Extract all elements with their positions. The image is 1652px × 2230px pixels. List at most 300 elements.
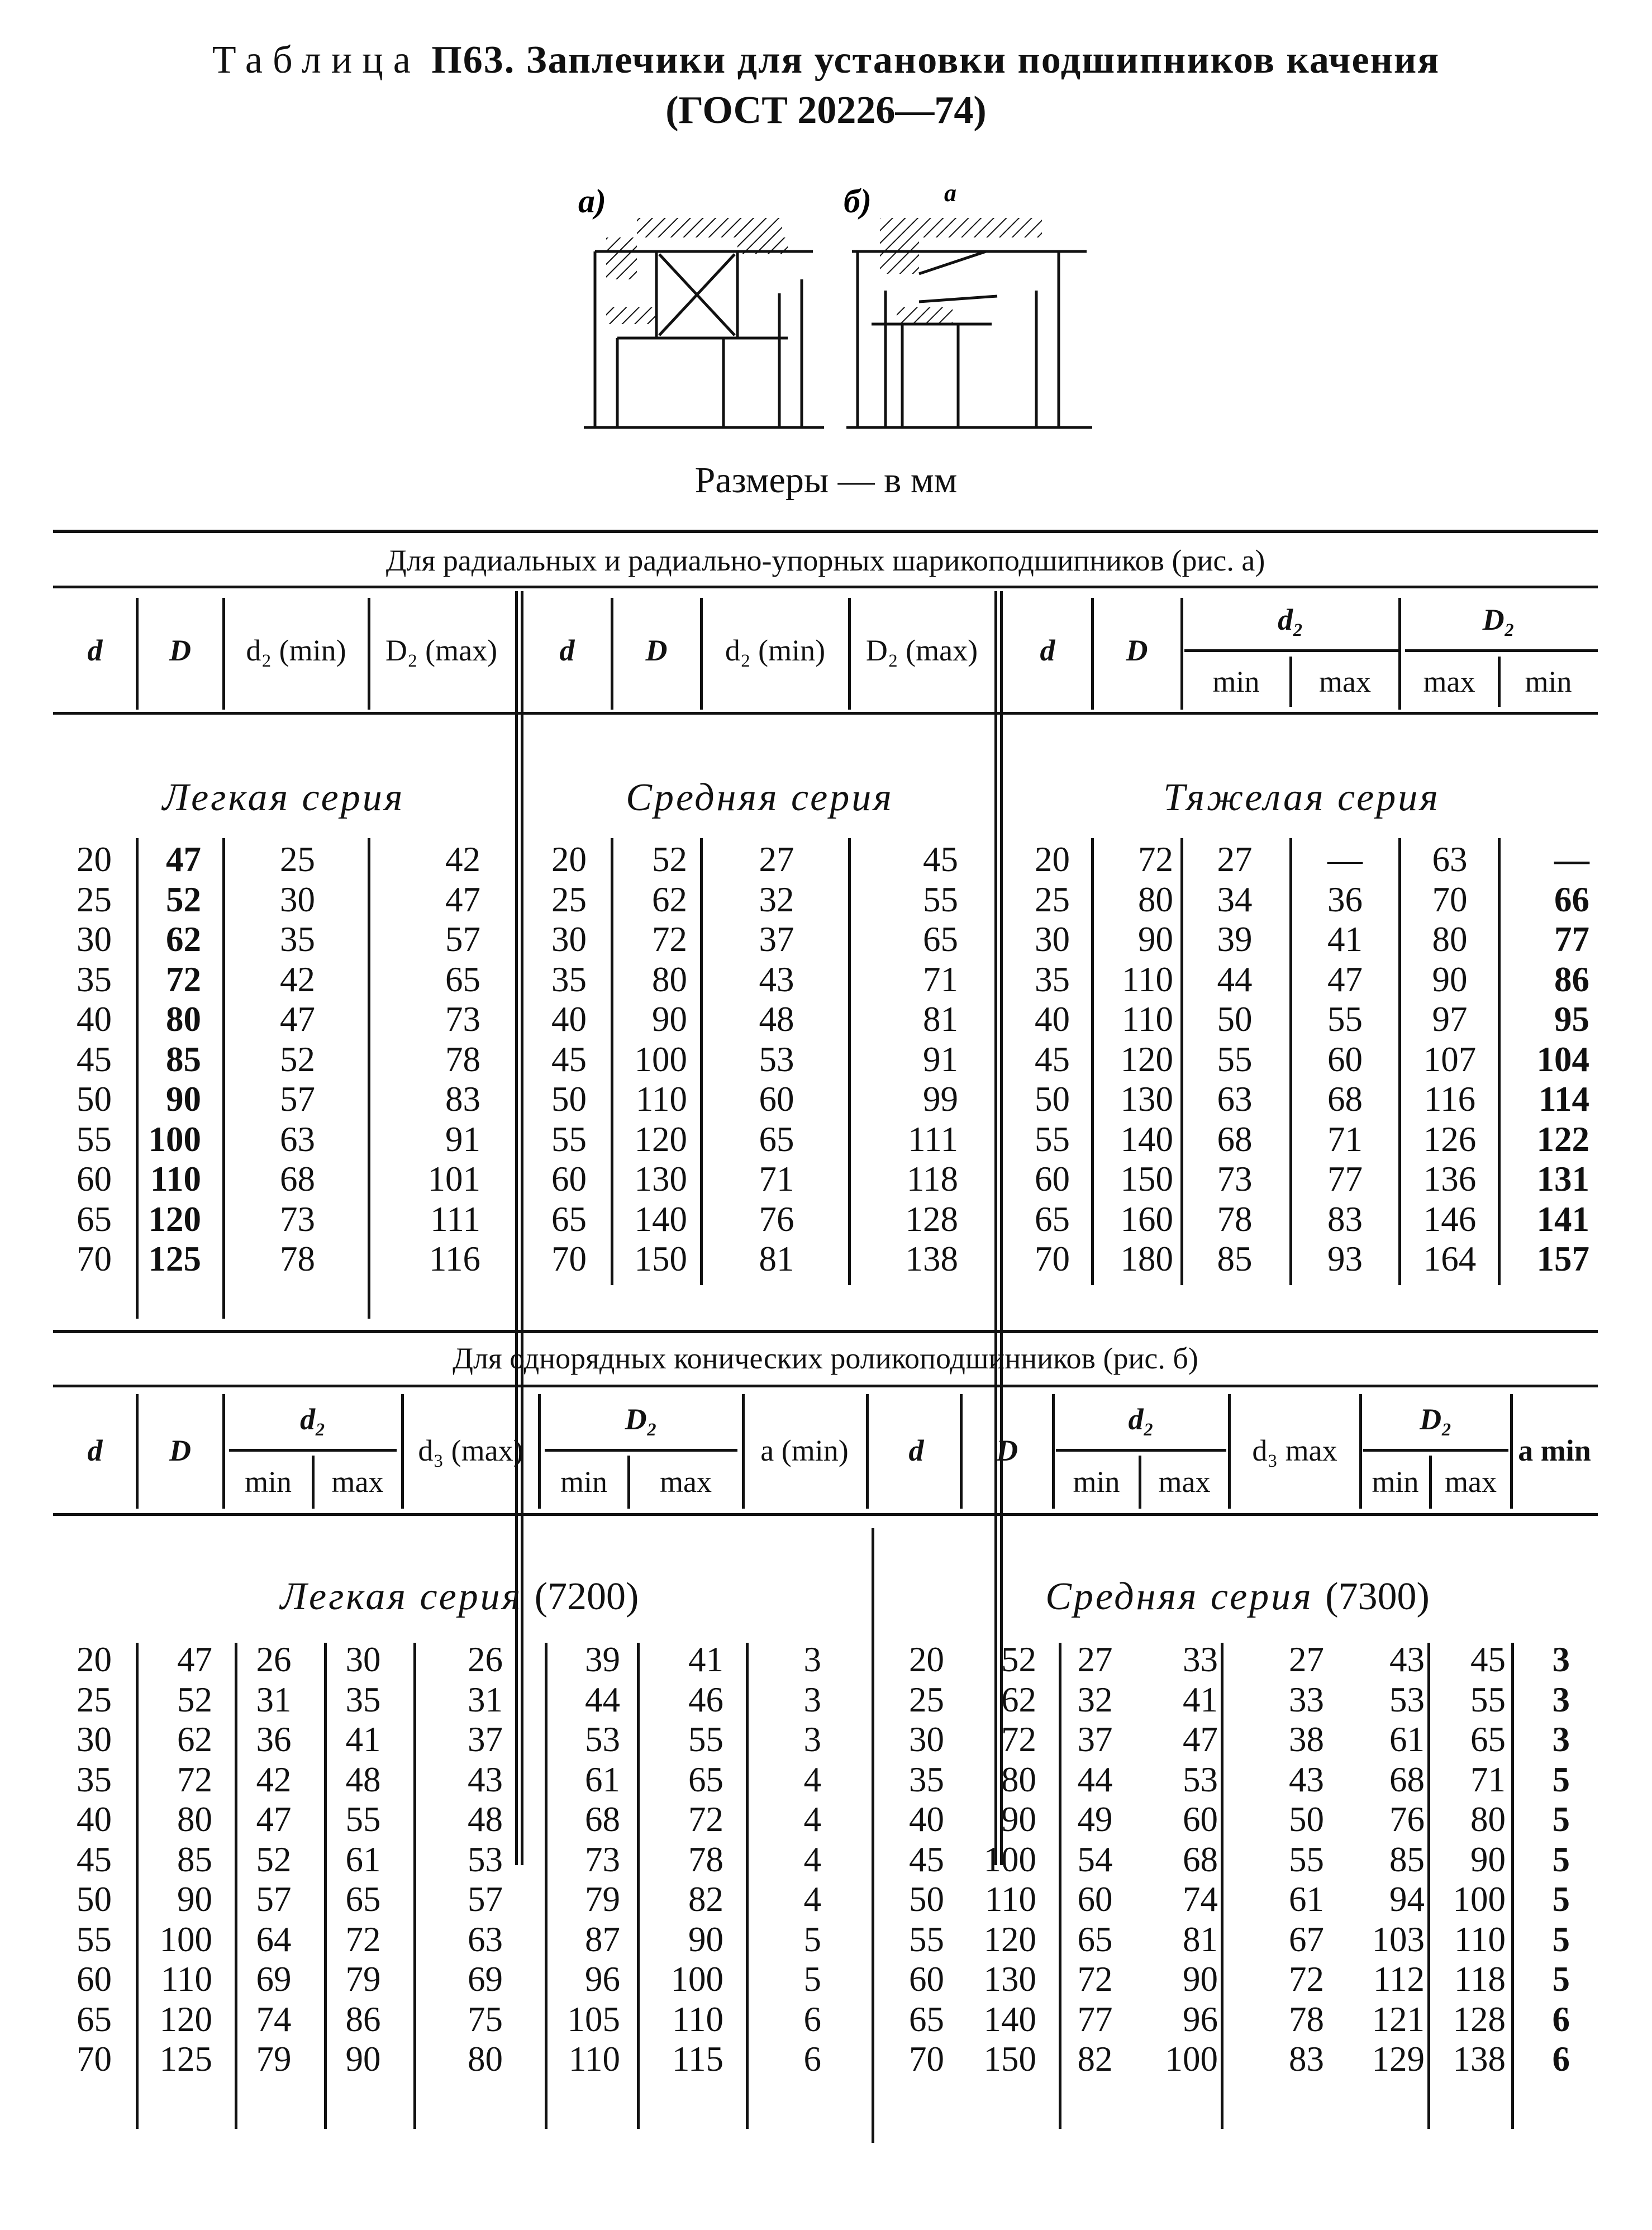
table-cell: 27: [1217, 840, 1253, 879]
table-cell: 79: [585, 1880, 620, 1919]
table-cell: 100: [983, 1839, 1036, 1879]
table-cell: 71: [1327, 1119, 1363, 1159]
table-cell: 3: [803, 1640, 821, 1679]
s2-h-sub-rule: [229, 1449, 397, 1452]
s2-light-D-col: [140, 1640, 212, 2080]
table-cell: 65: [909, 1999, 944, 2039]
table-cell: 50: [551, 1080, 587, 1119]
table-cell: 32: [1077, 1680, 1113, 1719]
table-cell: 73: [280, 1199, 315, 1239]
table-cell: 110: [150, 1159, 201, 1199]
table-cell: 82: [688, 1880, 723, 1919]
s1-light-D2-col: [374, 840, 480, 1280]
s1-double-vline: [515, 591, 518, 1865]
table-cell: 60: [1077, 1880, 1113, 1919]
table-cell: 55: [345, 1800, 381, 1839]
table-cell: 112: [1373, 1960, 1425, 1999]
s2-light-D2min-col: [550, 1640, 620, 2080]
s2-h-D2max: max: [660, 1465, 712, 1499]
table-cell: 80: [166, 1000, 201, 1039]
table-cell: 30: [909, 1720, 944, 1759]
table-cell: 71: [923, 959, 958, 999]
s2-vline: [960, 1394, 963, 1509]
table-cell: 68: [1389, 1760, 1425, 1799]
s2-series-medium: Средняя серия (7300): [1045, 1575, 1430, 1618]
table-cell: 63: [468, 1919, 503, 1959]
s1-h-heavy-D2min: min: [1525, 664, 1572, 698]
s1-body-vline: [1289, 838, 1292, 1285]
s2-vline: [401, 1394, 404, 1509]
table-cell: 35: [1035, 959, 1070, 999]
table-cell: 48: [468, 1800, 503, 1839]
table-cell: 35: [77, 1760, 112, 1799]
table-cell: 6: [803, 2039, 821, 2079]
table-cell: 40: [909, 1800, 944, 1839]
table-cell: 61: [1389, 1720, 1425, 1759]
table-cell: 62: [177, 1720, 212, 1759]
table-cell: 52: [652, 840, 687, 879]
section1-caption: Для радиальных и радиально-упорных шарикоподшипников (рис. а): [385, 544, 1265, 577]
section2-caption: Для однорядных конических роликоподшинников (рис. б): [453, 1342, 1198, 1375]
s1-vline: [611, 598, 613, 710]
table-cell: 30: [77, 1720, 112, 1759]
table-cell: 70: [1432, 879, 1468, 919]
s1-body-vline: [368, 838, 370, 1319]
table-cell: 86: [345, 1999, 381, 2039]
table-cell: 61: [585, 1760, 620, 1799]
table-cell: 87: [585, 1919, 620, 1959]
table-cell: 107: [1423, 1039, 1477, 1079]
table-cell: 81: [759, 1239, 794, 1278]
table-cell: 73: [445, 1000, 480, 1039]
table-cell: 52: [1001, 1640, 1036, 1679]
s2-vline: [866, 1394, 869, 1509]
s1-h-D: D: [169, 633, 191, 667]
table-cell: 55: [1289, 1839, 1324, 1879]
s2-h-D2min: min: [560, 1465, 607, 1499]
table-cell: 100: [1453, 1880, 1506, 1919]
s2-h-D2max-2: max: [1445, 1465, 1497, 1499]
table-cell: 5: [1552, 1839, 1570, 1879]
table-cell: 50: [77, 1880, 112, 1919]
table-cell: 86: [1554, 959, 1589, 999]
table-cell: 35: [280, 920, 315, 959]
s1-vline: [848, 598, 851, 710]
table-cell: 60: [77, 1960, 112, 1999]
s1-h-D-2: D: [645, 633, 668, 667]
s2-light-d2min-col: [240, 1640, 307, 2080]
s1-body-vline: [1398, 838, 1401, 1285]
table-cell: 61: [345, 1839, 381, 1879]
table-cell: 63: [1432, 840, 1468, 879]
s1-h-D-3: D: [1126, 633, 1148, 667]
table-cell: 81: [1183, 1919, 1218, 1959]
table-cell: 38: [1289, 1720, 1324, 1759]
table-cell: 78: [445, 1039, 480, 1079]
table-cell: 81: [923, 1000, 958, 1039]
table-cell: 35: [77, 959, 112, 999]
table-cell: 20: [77, 1640, 112, 1679]
table-cell: 78: [280, 1239, 315, 1278]
table-cell: 30: [1035, 920, 1070, 959]
table-cell: 60: [1035, 1159, 1070, 1199]
s2-h-D-2: D: [996, 1433, 1018, 1467]
table-cell: 65: [77, 1999, 112, 2039]
table-cell: 57: [280, 1080, 315, 1119]
s2-middle-vline: [872, 1528, 874, 2143]
s2-vline: [1052, 1394, 1055, 1509]
table-cell: 77: [1327, 1159, 1363, 1199]
table-cell: 39: [1217, 920, 1253, 959]
table-cell: 77: [1077, 1999, 1113, 2039]
table-cell: 129: [1372, 2039, 1425, 2079]
table-cell: 45: [551, 1039, 587, 1079]
table-cell: 33: [1183, 1640, 1218, 1679]
s1-heavy-D2max-col: [1402, 840, 1497, 1280]
table-cell: 55: [909, 1919, 944, 1959]
table-cell: 104: [1536, 1039, 1589, 1079]
table-cell: 85: [166, 1039, 201, 1079]
table-cell: 70: [77, 2039, 112, 2079]
table-cell: 72: [1077, 1960, 1113, 1999]
table-cell: 3: [803, 1720, 821, 1759]
table-cell: 95: [1554, 1000, 1589, 1039]
table-cell: 130: [983, 1960, 1036, 1999]
table-cell: 25: [77, 879, 112, 919]
table-cell: 150: [1120, 1159, 1173, 1199]
table-cell: 90: [1432, 959, 1468, 999]
table-cell: 65: [551, 1199, 587, 1239]
table-cell: 70: [77, 1239, 112, 1278]
s2-vline: [538, 1394, 541, 1509]
table-cell: 44: [1217, 959, 1253, 999]
table-cell: 42: [280, 959, 315, 999]
s2-medium-d-col: [880, 1640, 944, 2080]
table-cell: 45: [909, 1839, 944, 1879]
s2-body-vline: [324, 1643, 327, 2129]
table-cell: 26: [256, 1640, 292, 1679]
s2-h-amin: a (min): [760, 1433, 849, 1467]
table-cell: 111: [908, 1119, 958, 1159]
table-cell: 100: [1165, 2039, 1218, 2079]
table-cell: 146: [1423, 1199, 1477, 1239]
units-note: Размеры — в мм: [694, 460, 958, 501]
table-cell: 65: [688, 1760, 723, 1799]
table-cell: 41: [688, 1640, 723, 1679]
table-cell: 138: [1453, 2039, 1506, 2079]
table-cell: 30: [280, 879, 315, 919]
table-cell: 5: [1552, 1760, 1570, 1799]
table-cell: 80: [1432, 920, 1468, 959]
table-cell: 49: [1077, 1800, 1113, 1839]
table-cell: 55: [77, 1119, 112, 1159]
s2-medium-d2max-col: [1145, 1640, 1218, 2080]
table-cell: 4: [803, 1839, 821, 1879]
table-cell: 53: [759, 1039, 794, 1079]
s2-body-vline: [746, 1643, 749, 2129]
s1-h-D2max: D₂ (max): [385, 633, 498, 667]
table-cell: 55: [688, 1720, 723, 1759]
table-cell: 53: [585, 1720, 620, 1759]
s1-light-D-col: [140, 840, 201, 1280]
table-cell: 100: [159, 1919, 212, 1959]
table-cell: 100: [148, 1119, 201, 1159]
s1-h-d: d: [87, 633, 103, 667]
table-cell: 46: [688, 1680, 723, 1719]
table-cell: 5: [1552, 1960, 1570, 1999]
table-cell: 111: [430, 1199, 480, 1239]
s1-series-heavy: Тяжелая серия: [1163, 776, 1440, 819]
table-cell: 65: [345, 1880, 381, 1919]
table-cell: 83: [1327, 1199, 1363, 1239]
table-cell: 60: [909, 1960, 944, 1999]
s1-vline: [700, 598, 703, 710]
table-cell: 4: [803, 1760, 821, 1799]
table-cell: 53: [1183, 1760, 1218, 1799]
s2-h-d: d: [87, 1433, 103, 1467]
table-cell: 140: [983, 1999, 1036, 2039]
table-cell: 65: [759, 1119, 794, 1159]
s1-vline: [368, 598, 370, 710]
table-cell: 83: [1289, 2039, 1324, 2079]
s2-h-D2-group: D₂: [625, 1402, 658, 1436]
table-title-text: П63. Заплечики для установки подшипников качения: [420, 39, 1440, 82]
s2-h-sub-rule: [545, 1449, 737, 1452]
s2-vline: [1510, 1394, 1513, 1509]
table-cell: 140: [634, 1199, 687, 1239]
table-cell: 27: [759, 840, 794, 879]
s2-light-d3max-col: [419, 1640, 503, 2080]
table-cell: 47: [256, 1800, 292, 1839]
table-cell: 25: [909, 1680, 944, 1719]
table-cell: 71: [759, 1159, 794, 1199]
table-cell: 60: [77, 1159, 112, 1199]
s2-medium-d3max-col: [1226, 1640, 1324, 2080]
table-cell: 110: [984, 1880, 1036, 1919]
table-cell: 110: [1454, 1919, 1506, 1959]
table-cell: 5: [803, 1960, 821, 1999]
section2-top-rule: [53, 1330, 1598, 1333]
table-cell: 63: [1217, 1080, 1253, 1119]
table-cell: 150: [634, 1239, 687, 1278]
table-cell: 31: [468, 1680, 503, 1719]
table-cell: 44: [1077, 1760, 1113, 1799]
table-cell: 140: [1120, 1119, 1173, 1159]
table-cell: 52: [177, 1680, 212, 1719]
table-cell: 61: [1289, 1880, 1324, 1919]
s2-vline: [742, 1394, 745, 1509]
table-cell: 120: [983, 1919, 1036, 1959]
table-cell: 110: [635, 1080, 687, 1119]
table-cell: 121: [1372, 1999, 1425, 2039]
s1-light-d-col: [56, 840, 112, 1280]
s1-body-vline: [1091, 838, 1094, 1285]
s2-h-d3max-2: d₃ max: [1252, 1433, 1337, 1467]
table-cell: 65: [1035, 1199, 1070, 1239]
table-cell: 6: [1552, 1999, 1570, 2039]
table-cell: 3: [1552, 1720, 1570, 1759]
s2-body-vline: [413, 1643, 416, 2129]
table-cell: 4: [803, 1880, 821, 1919]
table-cell: 50: [1217, 1000, 1253, 1039]
table-cell: 50: [77, 1080, 112, 1119]
table-cell: 78: [688, 1839, 723, 1879]
table-cell: 55: [1327, 1000, 1363, 1039]
table-cell: 68: [1217, 1119, 1253, 1159]
table-cell: 41: [1327, 920, 1363, 959]
table-cell: 5: [803, 1919, 821, 1959]
table-cell: 4: [803, 1800, 821, 1839]
table-cell: 99: [923, 1080, 958, 1119]
s2-medium-D-col: [964, 1640, 1036, 2080]
table-cell: 71: [1470, 1760, 1506, 1799]
table-cell: 66: [1554, 879, 1589, 919]
table-cell: 72: [1001, 1720, 1036, 1759]
table-cell: 62: [1001, 1680, 1036, 1719]
table-cell: 164: [1423, 1239, 1477, 1278]
section2-header-bottom-rule: [53, 1513, 1598, 1516]
table-cell: 103: [1372, 1919, 1425, 1959]
section1-header-bottom-rule: [53, 712, 1598, 715]
table-cell: 36: [1327, 879, 1363, 919]
table-cell: 55: [77, 1919, 112, 1959]
table-cell: 72: [166, 959, 201, 999]
table-cell: 35: [909, 1760, 944, 1799]
s1-medium-d-col: [525, 840, 587, 1280]
table-cell: 78: [1289, 1999, 1324, 2039]
s1-vline: [136, 598, 139, 710]
table-cell: 80: [1001, 1760, 1036, 1799]
s1-heavy-d2max-col: [1293, 840, 1397, 1280]
s1-medium-D2-col: [855, 840, 958, 1280]
table-cell: 27: [1077, 1640, 1113, 1679]
diagram-view-a: [584, 218, 824, 427]
table-cell: 73: [1217, 1159, 1253, 1199]
s1-h-D2-group: D₂: [1482, 603, 1515, 636]
table-cell: 70: [1035, 1239, 1070, 1278]
table-title: [0, 38, 1652, 83]
table-cell: 90: [652, 1000, 687, 1039]
table-cell: 69: [256, 1960, 292, 1999]
s1-body-vline: [700, 838, 703, 1285]
s2-vline: [627, 1456, 630, 1509]
table-cell: 27: [1289, 1640, 1324, 1679]
table-cell: 125: [159, 2039, 212, 2079]
table-cell: 40: [551, 1000, 587, 1039]
table-cell: 94: [1389, 1880, 1425, 1919]
table-cell: 45: [77, 1839, 112, 1879]
table-cell: 44: [585, 1680, 620, 1719]
s2-h-d2-group-2: d₂: [1128, 1402, 1154, 1436]
table-cell: 122: [1536, 1119, 1589, 1159]
table-cell: 72: [1138, 840, 1173, 879]
s2-light-D2max-col: [642, 1640, 723, 2080]
s1-h-d2-group: d₂: [1278, 603, 1303, 636]
table-cell: 110: [1121, 959, 1173, 999]
table-cell: 53: [468, 1839, 503, 1879]
table-cell: 62: [166, 920, 201, 959]
table-cell: 57: [445, 920, 480, 959]
table-cell: 70: [909, 2039, 944, 2079]
table-cell: 85: [177, 1839, 212, 1879]
table-cell: 40: [77, 1000, 112, 1039]
table-cell: 79: [345, 1960, 381, 1999]
table-cell: 34: [1217, 879, 1253, 919]
s2-vline: [136, 1394, 139, 1509]
table-cell: 110: [672, 1999, 723, 2039]
table-cell: 40: [77, 1800, 112, 1839]
s1-vline: [222, 598, 225, 710]
table-cell: 90: [1183, 1960, 1218, 1999]
s2-h-d2min-2: min: [1073, 1465, 1120, 1499]
table-cell: 76: [1389, 1800, 1425, 1839]
s1-h-sub-rule-b: [1405, 649, 1598, 652]
table-cell: 52: [166, 879, 201, 919]
table-cell: 110: [568, 2039, 620, 2079]
s2-h-D2-group-2: D₂: [1420, 1402, 1452, 1436]
s1-heavy-D-col: [1095, 840, 1173, 1280]
table-cell: 48: [345, 1760, 381, 1799]
table-cell: 60: [1183, 1800, 1218, 1839]
table-cell: 126: [1423, 1119, 1477, 1159]
table-cell: 20: [909, 1640, 944, 1679]
s1-double-vline: [521, 591, 523, 1865]
table-cell: 30: [551, 920, 587, 959]
table-cell: 32: [759, 879, 794, 919]
table-cell: 70: [551, 1239, 587, 1278]
table-cell: 55: [1217, 1039, 1253, 1079]
table-cell: 80: [1138, 879, 1173, 919]
table-cell: 120: [159, 1999, 212, 2039]
table-cell: 67: [1289, 1919, 1324, 1959]
s2-vline: [1429, 1456, 1432, 1509]
table-cell: 43: [1289, 1760, 1324, 1799]
table-cell: 130: [1120, 1080, 1173, 1119]
table-cell: 83: [445, 1080, 480, 1119]
table-cell: 35: [345, 1680, 381, 1719]
table-cell: 116: [1424, 1080, 1476, 1119]
diagram-dim-a: a: [944, 179, 956, 207]
table-cell: 68: [1327, 1080, 1363, 1119]
table-cell: 53: [1389, 1680, 1425, 1719]
table-cell: 90: [345, 2039, 381, 2079]
table-cell: 33: [1289, 1680, 1324, 1719]
table-cell: 26: [468, 1640, 503, 1679]
table-cell: 68: [280, 1159, 315, 1199]
table-cell: 77: [1554, 920, 1589, 959]
s2-light-d2max-col: [330, 1640, 397, 2080]
table-cell: 47: [280, 1000, 315, 1039]
table-cell: 6: [803, 1999, 821, 2039]
table-cell: 57: [256, 1880, 292, 1919]
s2-medium-d2min-col: [1061, 1640, 1129, 2080]
s1-body-vline: [136, 838, 139, 1319]
table-title-prefix: Таблица: [212, 39, 421, 82]
table-cell: 80: [177, 1800, 212, 1839]
table-cell: 3: [1552, 1680, 1570, 1719]
s1-body-vline: [848, 838, 851, 1285]
s2-h-d2min: min: [244, 1465, 292, 1499]
table-cell: 50: [1035, 1080, 1070, 1119]
table-cell: 43: [1389, 1640, 1425, 1679]
table-cell: 62: [652, 879, 687, 919]
table-cell: 50: [1289, 1800, 1324, 1839]
table-cell: 80: [1470, 1800, 1506, 1839]
table-cell: 55: [1035, 1119, 1070, 1159]
s2-vline: [222, 1394, 225, 1509]
table-cell: 80: [468, 2039, 503, 2079]
table-cell: 45: [1035, 1039, 1070, 1079]
